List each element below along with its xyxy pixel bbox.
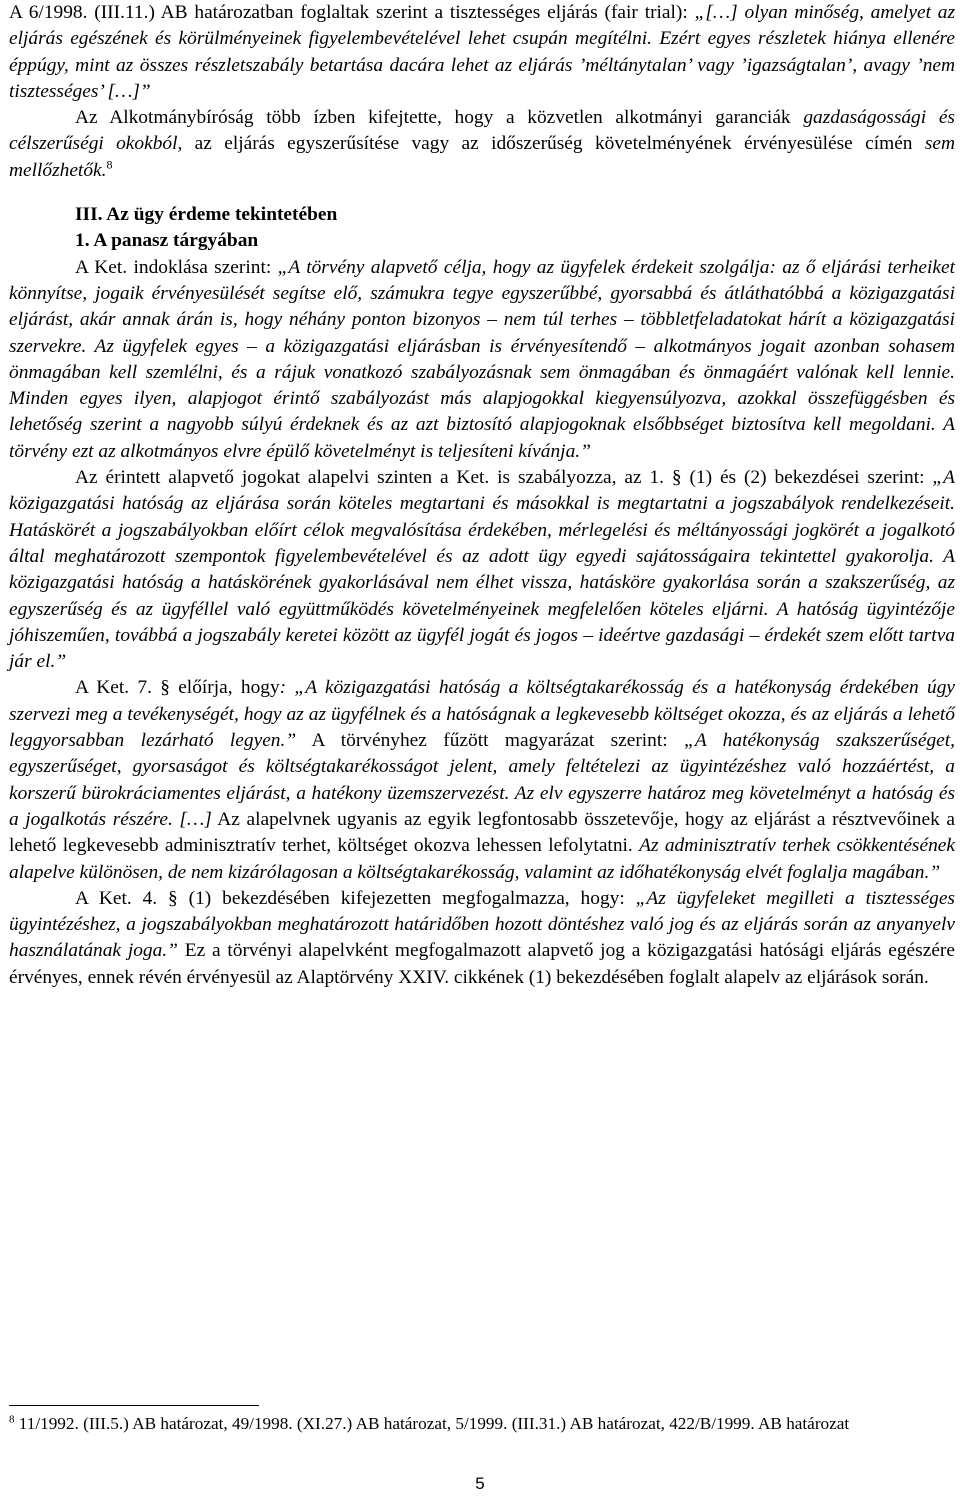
paragraph-text: A Ket. indoklása szerint: — [75, 256, 278, 278]
paragraph-text: Ez a törvényi alapelvként megfogalmazott alapvető jog a közigazgatási hatósági eljárás egészére érvényes, ennek révén érvényesül az Alaptörvény XXIV. cikkének (1) bekezdésében foglalt alapelv az eljárások során. — [9, 940, 955, 988]
paragraph-fair-trial — [9, 0, 955, 105]
spacer — [9, 184, 955, 202]
footnote-separator — [9, 1405, 259, 1406]
italic-text: sem mellőzhetők. — [9, 133, 955, 181]
page-number: 5 — [475, 1474, 485, 1493]
paragraph-text: A 6/1998. (III.11.) AB határozatban foglaltak szerint a tisztességes eljárás (fair trial): — [9, 2, 695, 23]
quote-text: „Az ügyfeleket megilleti a tisztességes ügyintézéshez, a jogszabályokban meghatározott határidőben hozott döntéshez való jog és az eljárás során az anyanyelv használatának joga.” — [9, 887, 955, 962]
paragraph-ket-section-1 — [9, 465, 955, 675]
paragraph-text: A Ket. 4. § (1) bekezdésében kifejezetten megfogalmazza, hogy: — [75, 887, 636, 909]
quote-text: „A hatékonyság szakszerűséget, egyszerűséget, gyorsaságot és költségtakarékosságot jelent, amely feltételezi az ügyintézéshez való hozzáértést, a korszerű bürokráciamentes eljárást, a hatékony üzemszervezést. Az elv egyszerre határoz meg követelményt a hatóság és a jogalkotás részére. […] — [9, 730, 955, 830]
quote-text: „A közigazgatási hatóság az eljárása során köteles megtartani és másokkal is megtartatni a jogszabályok rendelkezéseit. Hatáskörét a jogszabályokban előírt célok megvalósítása érdekében, mérlegelési és méltányossági jogkörét a jogalkotó által meghatározott szempontok figyelembevételével és az adott ügy egyedi sajátosságaira tekintettel gyakorolja. A közigazgatási hatóság a hatáskörének gyakorlásával nem élhet vissza, hatásköre gyakorlása során a szakszerűség, az egyszerűség és az ügyféllel való együttműködés követelményeinek megfelelően köteles eljárni. A hatóság ügyintézője jóhiszeműen, továbbá a jogszabály keretei között az ügyfél jogát és jogos – ideértve gazdasági – érdekét szem előtt tartva jár el.” — [9, 467, 955, 673]
paragraph-text: Az alapelvnek ugyanis az egyik legfontosabb összetevője, hogy az eljárást a résztvevőinek a lehető legkevesebb adminisztratív terhet, költséget okozva lehessen lefolytatni. — [9, 808, 955, 857]
footnote-text: 11/1992. (III.5.) AB határozat, 49/1998. (XI.27.) AB határozat, 5/1999. (III.31.) AB határozat, 422/B/1999. AB határozat — [14, 1414, 850, 1433]
paragraph-text: A Ket. 7. § előírja, hogy — [75, 677, 280, 699]
paragraph-constitutional-court — [9, 105, 955, 184]
quote-text: Az adminisztratív terhek csökkentésének alapelve különösen, de nem kizárólagosan a költségtakarékosság, valamint az időhatékonyság elvét foglalja magában.” — [9, 835, 955, 883]
paragraph-text: az eljárás egyszerűsítése vagy az időszerűség követelményének érvényesülése címén — [182, 133, 925, 155]
subsection-heading: 1. A panasz tárgyában — [75, 230, 259, 252]
paragraph-ket-rationale — [9, 255, 955, 465]
paragraph-text: Az Alkotmánybíróság több ízben kifejtette, hogy a közvetlen alkotmányi garanciák — [75, 107, 804, 129]
footnote-reference: 8 — [106, 157, 113, 172]
paragraph-ket-section-7 — [9, 675, 955, 885]
quote-text: : „A közigazgatási hatóság a költségtakarékosság és a hatékonyság érdekében úgy szervezi meg a tevékenységét, hogy az az ügyfélnek és a hatóságnak a legkevesebb költséget okozza, és az eljárás a lehető leggyorsabban lezárható legyen.” — [9, 677, 955, 752]
document-body — [9, 0, 955, 991]
footnote-number: 8 — [9, 1413, 15, 1426]
section-heading: III. Az ügy érdeme tekintetében — [75, 204, 338, 226]
quote-text: „[…] olyan minőség, amelyet az eljárás egészének és körülményeinek figyelembevételével lehet csupán megítélni. Ezért egyes részletek hiánya ellenére éppúgy, mint az összes részletszabály betartása dacára lehet az eljárás ’méltánytalan’ vagy ’igazságtalan’, avagy ’nem tisztességes’ […]” — [9, 2, 956, 102]
italic-text: gazdaságossági és célszerűségi okokból, — [9, 107, 955, 155]
footnote — [9, 1412, 955, 1435]
paragraph-ket-section-4 — [9, 886, 955, 991]
paragraph-text: A törvényhez fűzött magyarázat szerint: — [296, 730, 685, 752]
quote-text: „A törvény alapvető célja, hogy az ügyfelek érdekeit szolgálja: az ő eljárási terheiket könnyítse, jogaik érvényesülését segítse elő, számukra tegye egyszerűbbé, gyorsabbá és átláthatóbbá a közigazgatási eljárást, akár annak árán is, hogy néhány ponton bizonyos – nem túl terhes – többletfeladatokat hárít a közigazgatási szervekre. Az ügyfelek egyes – a közigazgatási eljárásban is érvényesítendő – alkotmányos jogait azonban sohasem önmagában kell szemlélni, és a rájuk vonatkozó szabályozásnak sem önmagában és önmagáért valónak kell lennie. Minden egyes ilyen, alapjogot érintő szabályozást más alapjogokkal kiegyensúlyozva, azokkal összefüggésben és lehetőség szerint a nagyobb súlyú érdeknek és az azt biztosító alapjogoknak elsőbbséget biztosítva kell megoldani. A törvény ezt az alkotmányos elvre épülő követelményt is teljesíteni kívánja.” — [9, 256, 955, 462]
paragraph-text: Az érintett alapvető jogokat alapelvi szinten a Ket. is szabályozza, az 1. § (1) és (2) bekezdései szerint: — [75, 467, 933, 489]
